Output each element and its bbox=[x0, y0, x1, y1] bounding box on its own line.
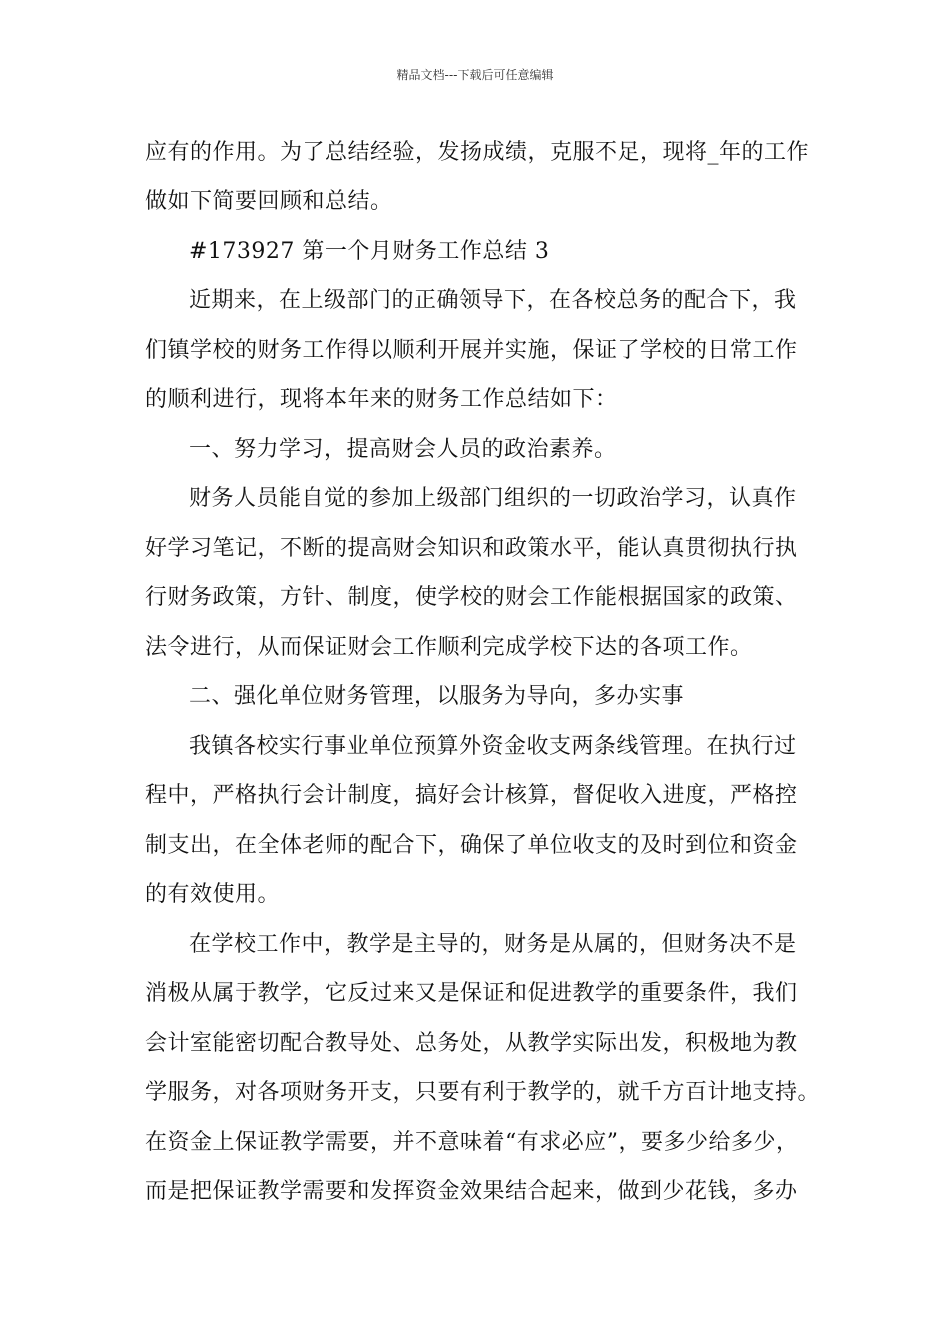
text-line: 会计室能密切配合教导处、总务处，从教学实际出发，积极地为教 bbox=[145, 1031, 798, 1056]
section-title: #173927 第一个月财务工作总结 3 bbox=[189, 239, 550, 264]
text-line: 应有的作用。为了总结经验，发扬成绩，克服不足，现将_年的工作 bbox=[145, 140, 810, 165]
text-line: 消极从属于教学，它反过来又是保证和促进教学的重要条件，我们 bbox=[145, 981, 798, 1006]
text-line: 的顺利进行，现将本年来的财务工作总结如下： bbox=[145, 387, 618, 412]
text-line: 制支出，在全体老师的配合下，确保了单位收支的及时到位和资金 bbox=[145, 833, 798, 858]
text-line: 在学校工作中，教学是主导的，财务是从属的，但财务决不是 bbox=[189, 932, 797, 957]
text-line: 程中，严格执行会计制度，搞好会计核算，督促收入进度，严格控 bbox=[145, 783, 798, 808]
text-line: 财务人员能自觉的参加上级部门组织的一切政治学习，认真作 bbox=[189, 486, 797, 511]
text-line: 的有效使用。 bbox=[145, 882, 281, 907]
text-line: 我镇各校实行事业单位预算外资金收支两条线管理。在执行过 bbox=[189, 734, 797, 759]
text-line: 而是把保证教学需要和发挥资金效果结合起来，做到少花钱，多办 bbox=[145, 1179, 798, 1204]
section-heading: 二、强化单位财务管理，以服务为导向，多办实事 bbox=[189, 684, 685, 709]
text-line: 在资金上保证教学需要，并不意味着“有求必应”，要多少给多少， bbox=[145, 1130, 799, 1155]
text-line: 好学习笔记，不断的提高财会知识和政策水平，能认真贯彻执行执 bbox=[145, 536, 798, 561]
text-line: 们镇学校的财务工作得以顺利开展并实施，保证了学校的日常工作 bbox=[145, 338, 798, 363]
text-line: 行财务政策，方针、制度，使学校的财会工作能根据国家的政策、 bbox=[145, 585, 798, 610]
page-header: 精品文档---下载后可任意编辑 bbox=[396, 68, 554, 82]
section-heading: 一、努力学习，提高财会人员的政治素养。 bbox=[189, 437, 617, 462]
text-line: 做如下简要回顾和总结。 bbox=[145, 189, 393, 214]
text-line: 近期来，在上级部门的正确领导下，在各校总务的配合下，我 bbox=[189, 288, 797, 313]
text-line: 法令进行，从而保证财会工作顺利完成学校下达的各项工作。 bbox=[145, 635, 753, 660]
text-line: 学服务，对各项财务开支，只要有利于教学的，就千方百计地支持。 bbox=[145, 1080, 821, 1105]
